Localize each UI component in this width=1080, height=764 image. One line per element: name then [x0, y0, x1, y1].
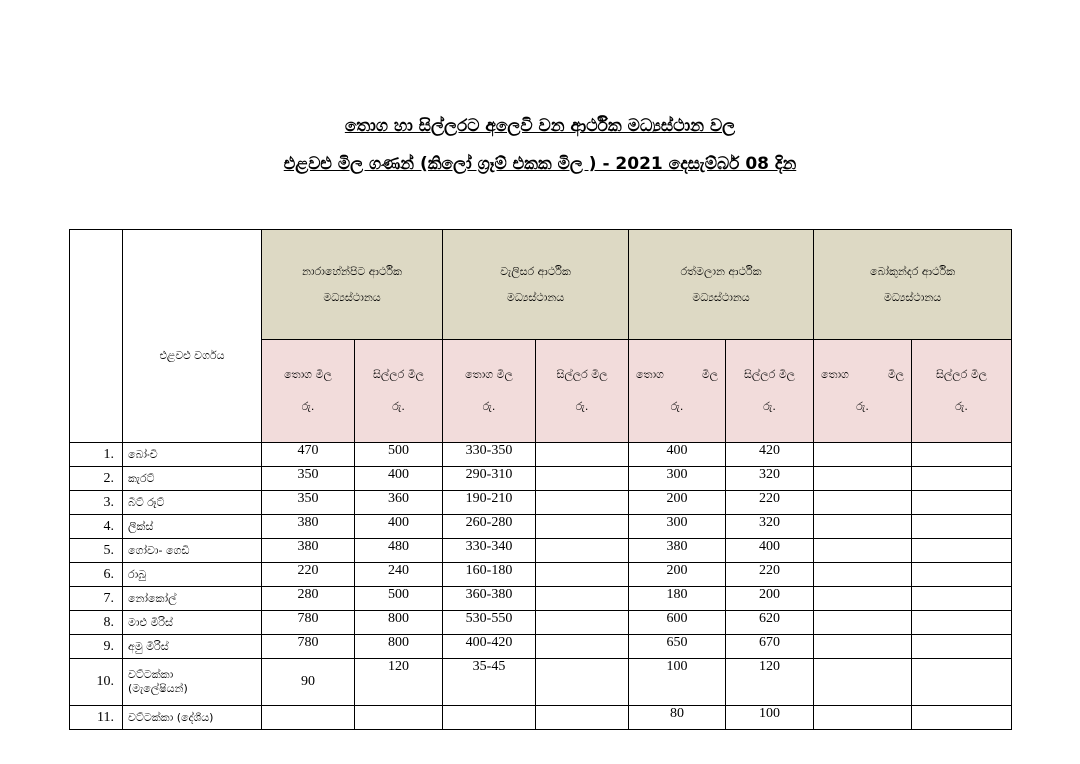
price-cell: [814, 443, 912, 467]
price-cell: [912, 539, 1012, 563]
price-cell: [912, 467, 1012, 491]
row-item-name: බෝංචි: [123, 443, 262, 467]
row-item-name: මාළු මිරිස්: [123, 611, 262, 635]
price-cell: [912, 563, 1012, 587]
price-cell: 180: [629, 587, 726, 611]
price-cell: 320: [726, 467, 814, 491]
price-cell: 120: [355, 659, 443, 706]
price-cell: [814, 515, 912, 539]
header-item-cell: [123, 230, 262, 443]
price-cell: 100: [726, 706, 814, 730]
price-cell: [536, 515, 629, 539]
price-cell: 350: [262, 491, 355, 515]
price-cell: 330-350: [443, 443, 536, 467]
price-cell: 400: [355, 467, 443, 491]
row-number: 8.: [70, 611, 123, 635]
table-row: [70, 659, 1012, 706]
market-header-welisara: වැලිසර ආර්ථික මධ්‍යස්ථානය: [443, 230, 629, 340]
price-cell: [443, 706, 536, 730]
price-cell: [912, 515, 1012, 539]
price-cell: [912, 611, 1012, 635]
price-cell: 300: [629, 515, 726, 539]
price-cell: 500: [355, 443, 443, 467]
price-cell: 800: [355, 635, 443, 659]
price-cell: 670: [726, 635, 814, 659]
price-cell: [536, 635, 629, 659]
price-cell: [912, 706, 1012, 730]
price-cell: 290-310: [443, 467, 536, 491]
price-cell: [536, 706, 629, 730]
price-cell: 400: [355, 515, 443, 539]
subheader-wholesale: තොග මිල රු.: [814, 340, 912, 443]
price-cell: [536, 491, 629, 515]
price-cell: [262, 706, 355, 730]
row-number: 3.: [70, 491, 123, 515]
price-cell: 620: [726, 611, 814, 635]
price-cell: [912, 443, 1012, 467]
price-cell: 330-340: [443, 539, 536, 563]
price-cell: 190-210: [443, 491, 536, 515]
row-item-name: ගෝවා- ගෙඩි: [123, 539, 262, 563]
row-number: 7.: [70, 587, 123, 611]
price-cell: 200: [629, 563, 726, 587]
row-item-name: කැරට්: [123, 467, 262, 491]
market-header-ratmalana: රත්මලාන ආර්ථික මධ්‍යස්ථානය: [629, 230, 814, 340]
table-row: [70, 635, 1012, 659]
row-number: 4.: [70, 515, 123, 539]
price-cell: 600: [629, 611, 726, 635]
row-number: 5.: [70, 539, 123, 563]
row-item-name: අමු මිරිස්: [123, 635, 262, 659]
price-cell: 160-180: [443, 563, 536, 587]
price-cell: [814, 706, 912, 730]
price-cell: 360: [355, 491, 443, 515]
price-cell: 220: [262, 563, 355, 587]
price-cell: 100: [629, 659, 726, 706]
price-cell: 380: [262, 539, 355, 563]
price-cell: [912, 635, 1012, 659]
table-row: [70, 563, 1012, 587]
price-cell: 80: [629, 706, 726, 730]
row-number: 6.: [70, 563, 123, 587]
row-number: 2.: [70, 467, 123, 491]
price-cell: [355, 706, 443, 730]
price-cell: 360-380: [443, 587, 536, 611]
row-item-name: වට්ටක්කා (මැලේෂියන්): [123, 659, 262, 706]
subheader-retail: සිල්ලර මිල රු.: [726, 340, 814, 443]
price-cell: 420: [726, 443, 814, 467]
price-cell: [814, 611, 912, 635]
price-cell: 320: [726, 515, 814, 539]
price-cell: 90: [262, 659, 355, 706]
table-row: [70, 706, 1012, 730]
price-cell: [536, 611, 629, 635]
price-cell: [814, 467, 912, 491]
subheader-wholesale: තොග මිල රු.: [262, 340, 355, 443]
page-subtitle: එළවළු මිල ගණන් (කිලෝ ග්‍රෑම් එකක මිල ) - 2021 දෙසැම්බර් 08 දින: [283, 154, 797, 174]
price-cell: 220: [726, 563, 814, 587]
subheader-retail: සිල්ලර මිල රු.: [912, 340, 1012, 443]
row-number: 11.: [70, 706, 123, 730]
price-cell: 780: [262, 611, 355, 635]
price-cell: 480: [355, 539, 443, 563]
price-cell: [814, 491, 912, 515]
price-cell: [814, 587, 912, 611]
price-cell: 530-550: [443, 611, 536, 635]
price-cell: [536, 467, 629, 491]
table-row: [70, 515, 1012, 539]
table-row: [70, 611, 1012, 635]
price-cell: 380: [262, 515, 355, 539]
price-cell: 35-45: [443, 659, 536, 706]
price-cell: 650: [629, 635, 726, 659]
table-row: [70, 539, 1012, 563]
row-number: 10.: [70, 659, 123, 706]
price-cell: [912, 491, 1012, 515]
price-cell: [536, 539, 629, 563]
price-cell: 380: [629, 539, 726, 563]
price-cell: [536, 563, 629, 587]
market-header-narahenpita: නාරාහේන්පිට ආර්ථික මධ්‍යස්ථානය: [262, 230, 443, 340]
price-cell: 200: [629, 491, 726, 515]
price-cell: 280: [262, 587, 355, 611]
subheader-retail: සිල්ලර මිල රු.: [536, 340, 629, 443]
price-cell: [814, 635, 912, 659]
row-item-name: බීට් රූට්: [123, 491, 262, 515]
subheader-retail: සිල්ලර මිල රු.: [355, 340, 443, 443]
table-row: [70, 467, 1012, 491]
price-cell: 350: [262, 467, 355, 491]
price-cell: [536, 587, 629, 611]
page-title: තොග හා සිල්ලරට අලෙවි වන ආර්ථික මධ්‍යස්ථාන වල: [344, 116, 736, 136]
table-row: [70, 491, 1012, 515]
table-row: [70, 587, 1012, 611]
price-cell: [912, 587, 1012, 611]
price-cell: [536, 443, 629, 467]
price-cell: [814, 659, 912, 706]
row-item-name: නෝකෝල්: [123, 587, 262, 611]
price-cell: 200: [726, 587, 814, 611]
price-cell: 400-420: [443, 635, 536, 659]
price-cell: 260-280: [443, 515, 536, 539]
price-cell: [814, 563, 912, 587]
header-number-cell: [70, 230, 123, 443]
row-item-name: රාබු: [123, 563, 262, 587]
price-cell: [912, 659, 1012, 706]
row-item-name: ලීක්ස්: [123, 515, 262, 539]
table-row: [70, 443, 1012, 467]
row-item-name: වට්ටක්කා (දේශීය): [123, 706, 262, 730]
price-cell: 800: [355, 611, 443, 635]
price-cell: [536, 659, 629, 706]
row-number: 9.: [70, 635, 123, 659]
price-cell: 240: [355, 563, 443, 587]
price-cell: 300: [629, 467, 726, 491]
price-cell: 120: [726, 659, 814, 706]
price-table: [69, 229, 1012, 730]
price-cell: [814, 539, 912, 563]
subheader-wholesale: තොග මිල රු.: [443, 340, 536, 443]
price-cell: 400: [726, 539, 814, 563]
market-header-bokundara: බෝකුන්දර ආර්ථික මධ්‍යස්ථානය: [814, 230, 1012, 340]
price-cell: 220: [726, 491, 814, 515]
price-cell: 780: [262, 635, 355, 659]
price-cell: 400: [629, 443, 726, 467]
row-number: 1.: [70, 443, 123, 467]
price-cell: 500: [355, 587, 443, 611]
subheader-wholesale: තොග මිල රු.: [629, 340, 726, 443]
price-cell: 470: [262, 443, 355, 467]
item-header: එළවළු වර්ගය: [159, 349, 225, 362]
